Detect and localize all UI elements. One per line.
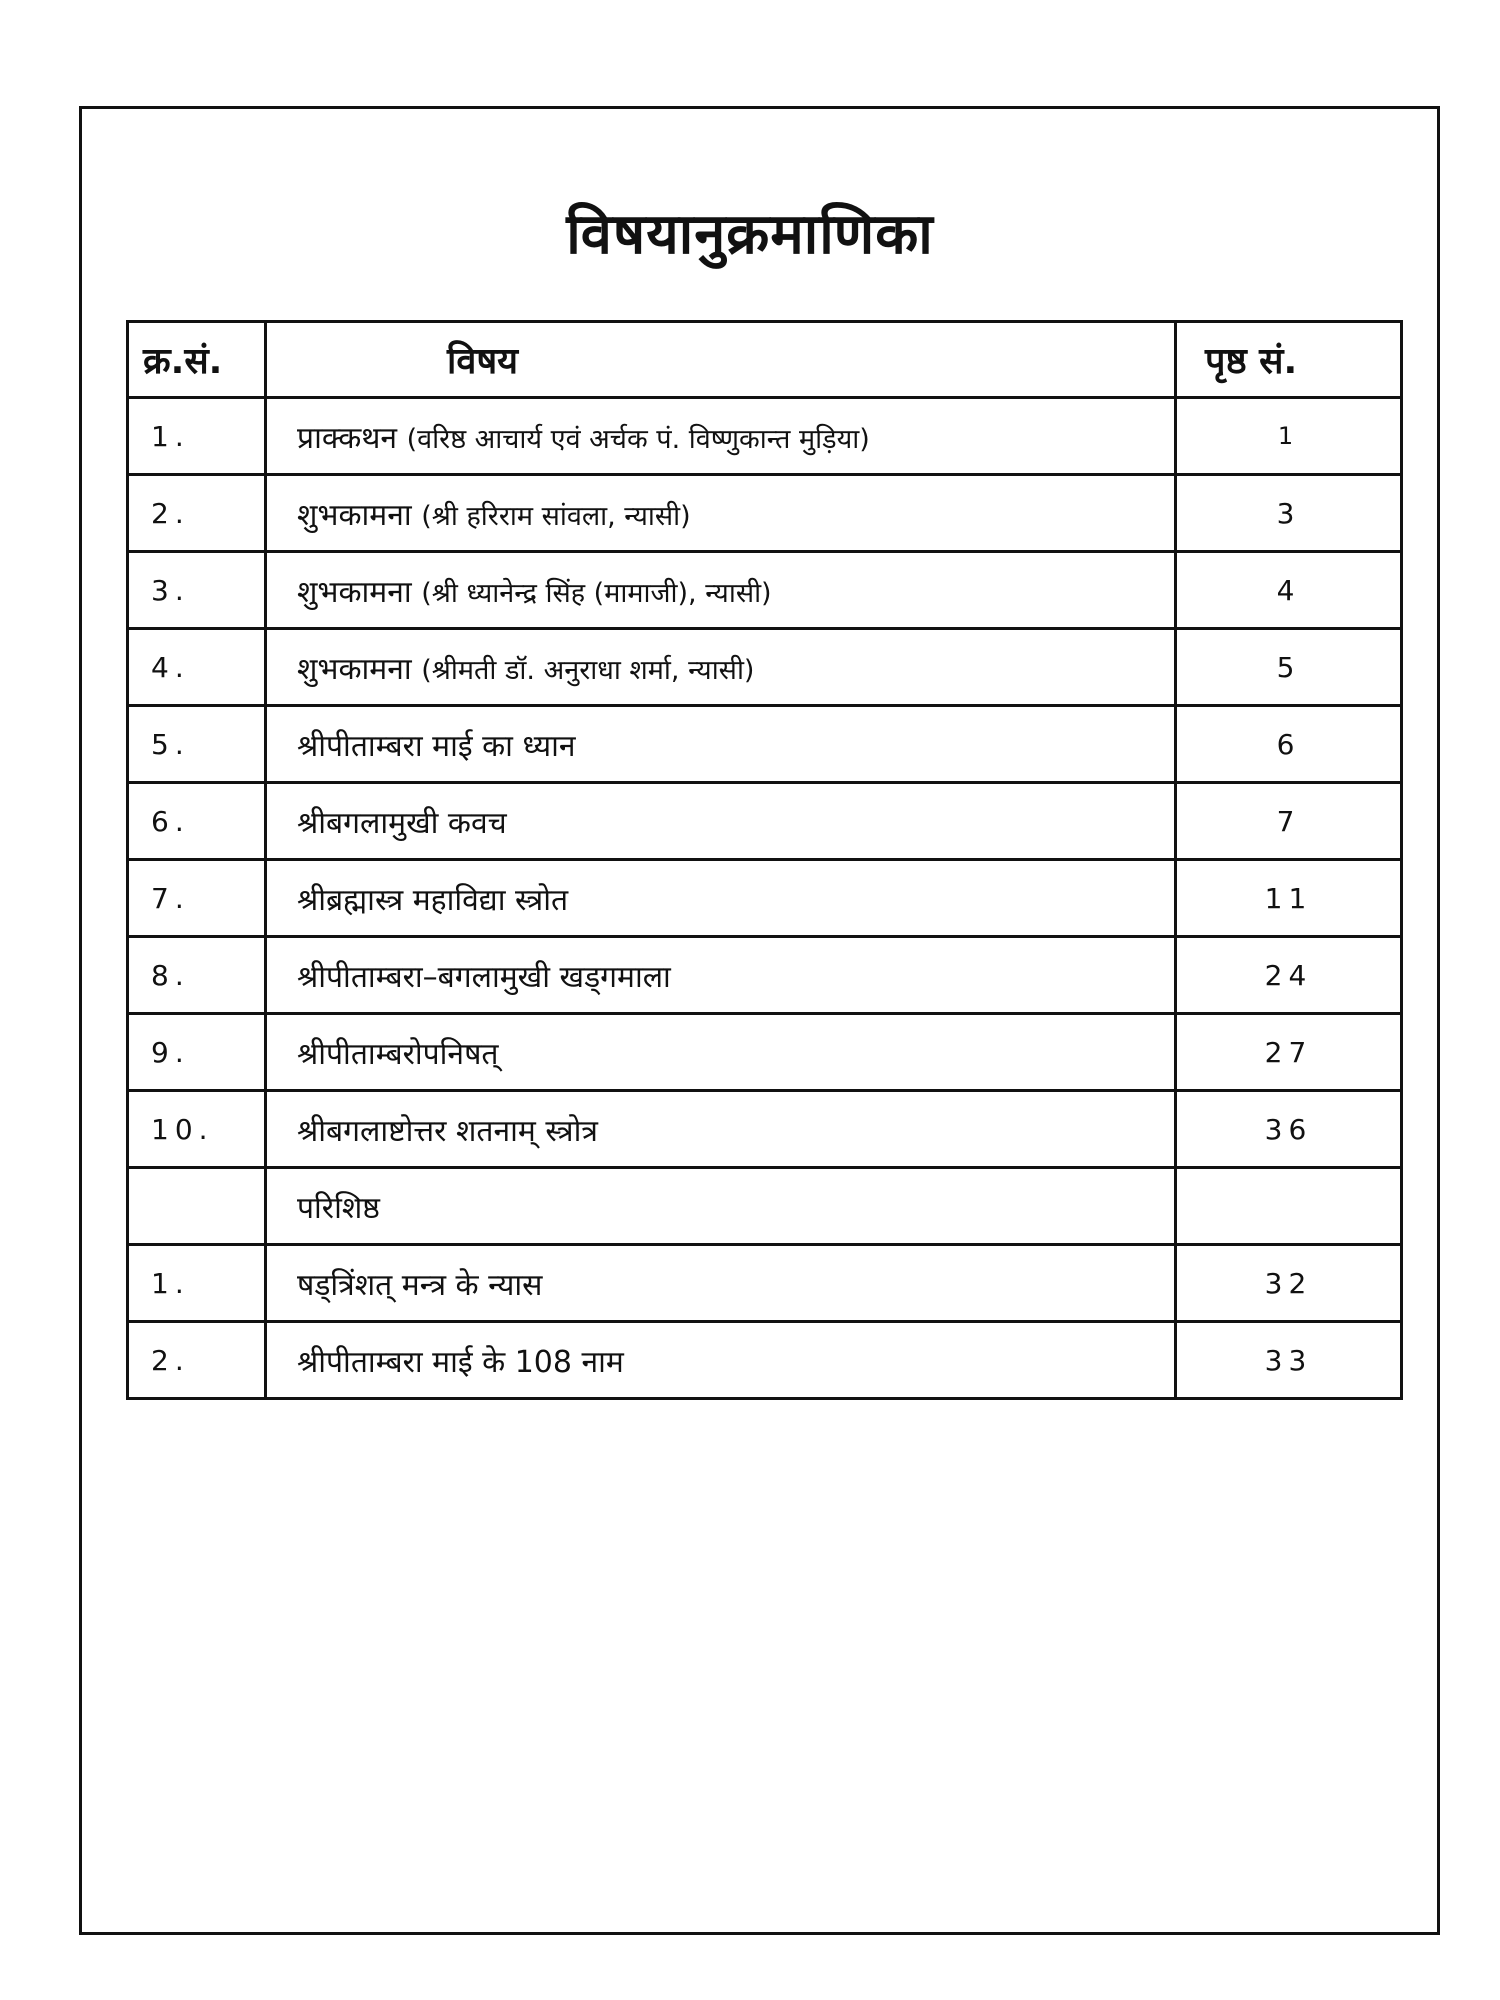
table-row [128, 706, 1402, 783]
table-row [128, 629, 1402, 706]
row-topic-note: (श्रीमती डॉ. अनुराधा शर्मा, न्यासी) [421, 654, 755, 686]
row-serial: 4. [128, 629, 266, 706]
row-topic-cell [266, 629, 1176, 706]
row-page [1176, 1168, 1402, 1245]
row-serial: 2. [128, 475, 266, 552]
row-topic: प्राक्कथन [297, 420, 398, 456]
row-topic-cell [266, 1014, 1176, 1091]
row-topic-cell [266, 937, 1176, 1014]
row-topic: शुभकामना [297, 574, 412, 610]
row-serial: 3. [128, 552, 266, 629]
row-serial: 8. [128, 937, 266, 1014]
row-serial: 5. [128, 706, 266, 783]
row-topic-cell [266, 398, 1176, 475]
row-page: 36 [1176, 1091, 1402, 1168]
row-topic-note: (श्री हरिराम सांवला, न्यासी) [421, 500, 691, 532]
row-topic-cell [266, 552, 1176, 629]
header-page: पृष्ठ सं. [1176, 322, 1402, 398]
table-row [128, 1091, 1402, 1168]
row-topic-cell [266, 1091, 1176, 1168]
row-serial: 2. [128, 1322, 266, 1399]
row-topic: श्रीब्रह्मास्त्र महाविद्या स्त्रोत [297, 882, 569, 918]
row-topic: श्रीपीताम्बरा–बगलामुखी खड्गमाला [297, 959, 671, 995]
row-topic: श्रीपीताम्बरोपनिषत् [297, 1036, 499, 1072]
row-page: 32 [1176, 1245, 1402, 1322]
row-topic-cell [266, 783, 1176, 860]
table-row [128, 398, 1402, 475]
row-page: 6 [1176, 706, 1402, 783]
page-title: विषयानुक्रमाणिका [566, 202, 934, 267]
row-topic: शुभकामना [297, 497, 412, 533]
row-topic-note: (श्री ध्यानेन्द्र सिंह (मामाजी), न्यासी) [421, 577, 772, 609]
row-serial: 10. [128, 1091, 266, 1168]
row-page: 7 [1176, 783, 1402, 860]
row-topic: शुभकामना [297, 651, 412, 687]
header-serial: क्र.सं. [128, 322, 266, 398]
row-topic: श्रीबगलाष्टोत्तर शतनाम् स्त्रोत्र [297, 1113, 598, 1149]
row-serial: 9. [128, 1014, 266, 1091]
table-row [128, 1322, 1402, 1399]
row-serial [128, 1168, 266, 1245]
row-topic: श्रीपीताम्बरा माई के 108 नाम [297, 1344, 624, 1380]
table-row [128, 1168, 1402, 1245]
row-topic-cell [266, 1322, 1176, 1399]
row-serial: 7. [128, 860, 266, 937]
row-topic: षड्त्रिंशत् मन्त्र के न्यास [297, 1267, 543, 1303]
table-row [128, 937, 1402, 1014]
row-page: 27 [1176, 1014, 1402, 1091]
table-row [128, 783, 1402, 860]
row-topic-cell [266, 475, 1176, 552]
header-topic: विषय [266, 322, 1176, 398]
table-row [128, 1014, 1402, 1091]
row-page: 1 [1176, 398, 1402, 475]
table-row [128, 1245, 1402, 1322]
header-row [128, 322, 1402, 398]
row-topic: श्रीपीताम्बरा माई का ध्यान [297, 728, 576, 764]
row-page: 4 [1176, 552, 1402, 629]
row-page: 33 [1176, 1322, 1402, 1399]
row-topic: श्रीबगलामुखी कवच [297, 805, 507, 841]
row-topic-cell [266, 706, 1176, 783]
row-topic-cell [266, 1245, 1176, 1322]
row-topic-cell [266, 860, 1176, 937]
row-serial: 6. [128, 783, 266, 860]
table-row [128, 552, 1402, 629]
contents-table [126, 320, 1403, 1400]
row-topic-note: (वरिष्ठ आचार्य एवं अर्चक पं. विष्णुकान्त मुड़िया) [406, 423, 870, 455]
row-topic-cell [266, 1168, 1176, 1245]
row-topic: परिशिष्ठ [297, 1190, 380, 1226]
table-row [128, 475, 1402, 552]
row-serial: 1. [128, 1245, 266, 1322]
row-serial: 1. [128, 398, 266, 475]
row-page: 24 [1176, 937, 1402, 1014]
row-page: 5 [1176, 629, 1402, 706]
contents-body [128, 398, 1402, 1399]
row-page: 3 [1176, 475, 1402, 552]
table-row [128, 860, 1402, 937]
row-page: 11 [1176, 860, 1402, 937]
